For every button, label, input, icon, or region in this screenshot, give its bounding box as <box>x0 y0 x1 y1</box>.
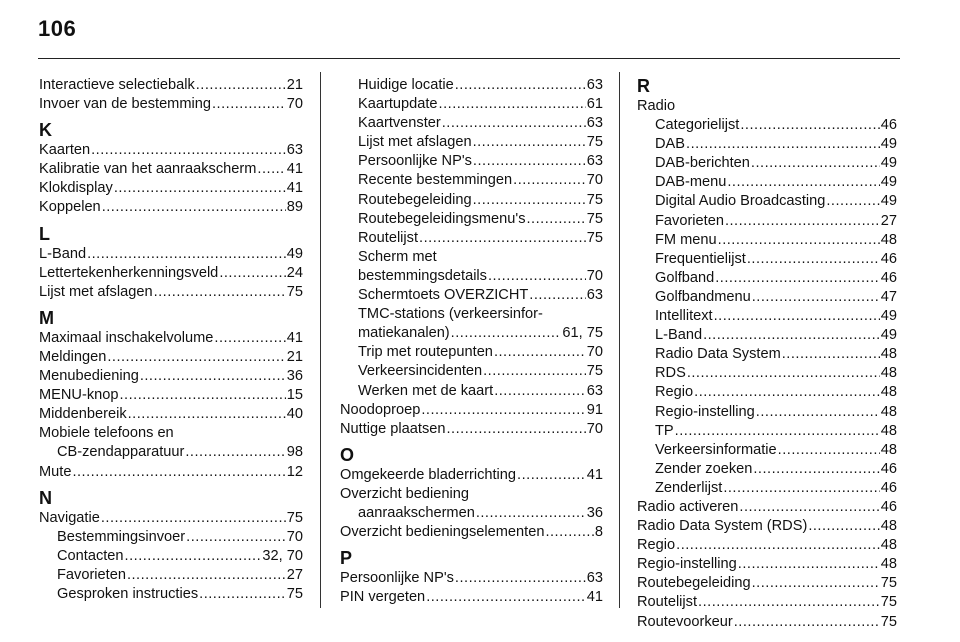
entry-page-number: 41 <box>286 161 303 178</box>
dot-leader <box>703 326 880 345</box>
index-column-2 <box>340 76 603 607</box>
entry-term: Contacten <box>57 547 124 564</box>
dot-leader <box>72 463 285 482</box>
index-entry <box>39 405 303 424</box>
entry-page-number: 70 <box>586 420 603 437</box>
index-entry <box>637 593 897 612</box>
index-entry <box>637 536 897 555</box>
index-subentry <box>340 267 603 286</box>
entry-page-number: 36 <box>586 504 603 521</box>
dot-leader <box>756 403 880 422</box>
entry-page-number: 63 <box>586 115 603 132</box>
index-letter-heading: M <box>39 307 54 328</box>
index-entry <box>637 574 897 593</box>
entry-page-number: 61, 75 <box>562 325 603 342</box>
entry-term: Routebegeleiding <box>358 191 472 208</box>
dot-leader <box>715 269 880 288</box>
entry-page-number: 75 <box>586 229 603 246</box>
index-entry <box>340 588 603 607</box>
entry-page-number: 41 <box>286 329 303 346</box>
entry-term: Werken met de kaart <box>358 382 494 399</box>
index-subentry <box>340 95 603 114</box>
index-entry <box>39 283 303 302</box>
dot-leader <box>718 231 880 250</box>
entry-page-number: 70 <box>586 344 603 361</box>
entry-term: Favorieten <box>57 566 126 583</box>
index-column-1 <box>39 76 303 604</box>
entry-page-number: 46 <box>880 250 897 267</box>
entry-page-number: 75 <box>880 575 897 592</box>
index-entry-heading: Radio <box>637 98 676 114</box>
dot-leader <box>212 95 286 114</box>
entry-term: Golfbandmenu <box>655 288 751 305</box>
index-subentry <box>39 566 303 585</box>
index-entry <box>340 466 603 485</box>
entry-term: Noodoproep <box>340 401 421 418</box>
entry-term: Kaartupdate <box>358 96 438 113</box>
entry-page-number: 75 <box>286 585 303 602</box>
entry-page-number: 21 <box>286 348 303 365</box>
index-letter-heading: N <box>39 487 52 508</box>
entry-term: aanraakschermen <box>358 504 475 521</box>
entry-page-number: 49 <box>880 308 897 325</box>
index-entry <box>39 76 303 95</box>
entry-term: Persoonlijke NP's <box>358 153 472 170</box>
index-subentry <box>340 382 603 401</box>
index-letter-heading: P <box>340 548 353 569</box>
entry-page-number: 46 <box>880 479 897 496</box>
index-subentry <box>340 362 603 381</box>
entry-term: Trip met routepunten <box>358 344 493 361</box>
entry-page-number: 63 <box>586 570 603 587</box>
entry-page-number: 49 <box>880 136 897 153</box>
dot-leader <box>488 267 586 286</box>
dot-leader <box>107 348 285 367</box>
dot-leader <box>808 517 879 536</box>
entry-page-number: 89 <box>286 199 303 216</box>
entry-page-number: 98 <box>286 444 303 461</box>
index-letter-heading: R <box>637 76 650 96</box>
dot-leader <box>219 264 285 283</box>
index-letter-heading: K <box>39 120 52 141</box>
entry-page-number: 49 <box>880 174 897 191</box>
dot-leader <box>442 114 586 133</box>
entry-term: Radio activeren <box>637 498 739 515</box>
entry-page-number: 63 <box>586 153 603 170</box>
dot-leader <box>87 245 286 264</box>
index-entry <box>39 509 303 528</box>
entry-page-number: 49 <box>880 327 897 344</box>
index-subentry <box>340 114 603 133</box>
entry-page-number: 46 <box>880 460 897 477</box>
entry-term: Bestemmingsinvoer <box>57 528 186 545</box>
entry-term: Lettertekenherkenningsveld <box>39 264 219 281</box>
entry-page-number: 48 <box>880 403 897 420</box>
entry-term: Verkeersincidenten <box>358 363 483 380</box>
entry-page-number: 32, 70 <box>262 547 303 564</box>
entry-term: Meldingen <box>39 348 107 365</box>
index-subentry <box>340 324 603 343</box>
entry-term: Mute <box>39 463 72 480</box>
index-subentry <box>39 443 303 462</box>
index-subentry <box>637 250 897 269</box>
dot-leader <box>778 441 880 460</box>
entry-term: bestemmingsdetails <box>358 267 487 284</box>
dot-leader <box>747 250 880 269</box>
dot-leader <box>426 588 586 607</box>
entry-term: Omgekeerde bladerrichting <box>340 466 517 483</box>
dot-leader <box>545 523 593 542</box>
index-subentry <box>637 192 897 211</box>
index-entry <box>39 141 303 160</box>
dot-leader <box>739 498 879 517</box>
dot-leader <box>186 528 286 547</box>
index-subentry <box>637 383 897 402</box>
entry-term: Koppelen <box>39 199 101 216</box>
entry-page-number: 75 <box>586 210 603 227</box>
dot-leader <box>782 345 880 364</box>
entry-term: RDS <box>655 365 686 382</box>
entry-page-number: 75 <box>880 594 897 611</box>
entry-page-number: 36 <box>286 368 303 385</box>
entry-term: Overzicht bedieningselementen <box>340 524 545 541</box>
entry-page-number: 48 <box>880 441 897 458</box>
index-entry <box>340 401 603 420</box>
index-entry <box>39 463 303 482</box>
index-entry <box>637 555 897 574</box>
dot-leader <box>451 324 562 343</box>
entry-term: Nuttige plaatsen <box>340 420 446 437</box>
entry-term: Golfband <box>655 269 715 286</box>
entry-term: TP <box>655 422 674 439</box>
entry-page-number: 27 <box>880 212 897 229</box>
entry-page-number: 46 <box>880 269 897 286</box>
entry-page-number: 75 <box>586 191 603 208</box>
entry-term: PIN vergeten <box>340 589 426 606</box>
column-divider <box>320 72 321 608</box>
index-subentry <box>340 504 603 523</box>
entry-page-number: 48 <box>880 518 897 535</box>
dot-leader <box>694 383 880 402</box>
entry-term: Favorieten <box>655 212 724 229</box>
dot-leader <box>752 574 880 593</box>
entry-term: Interactieve selectiebalk <box>39 77 195 93</box>
index-entry-heading: Mobiele telefoons en <box>39 425 174 442</box>
dot-leader <box>140 367 286 386</box>
entry-page-number: 70 <box>286 528 303 545</box>
entry-page-number: 75 <box>586 363 603 380</box>
index-subentry <box>637 441 897 460</box>
page-number: 106 <box>38 16 77 41</box>
entry-page-number: 70 <box>586 172 603 189</box>
dot-leader <box>473 191 586 210</box>
index-subentry <box>637 231 897 250</box>
entry-term: Categorielijst <box>655 117 740 134</box>
entry-term: Gesproken instructies <box>57 585 199 602</box>
entry-term: L-Band <box>655 327 703 344</box>
index-subentry <box>340 171 603 190</box>
dot-leader <box>727 173 879 192</box>
index-subentry <box>637 154 897 173</box>
dot-leader <box>698 593 880 612</box>
index-subentry <box>340 210 603 229</box>
entry-term: Lijst met afslagen <box>39 283 153 300</box>
entry-term: Schermtoets OVERZICHT <box>358 287 529 304</box>
entry-term: Routelijst <box>637 594 698 611</box>
entry-page-number: 75 <box>880 613 897 630</box>
index-subentry <box>637 269 897 288</box>
entry-term: Middenbereik <box>39 406 127 423</box>
entry-page-number: 48 <box>880 384 897 401</box>
entry-term: Zenderlijst <box>655 479 723 496</box>
index-letter-heading: L <box>39 223 50 244</box>
dot-leader <box>125 547 262 566</box>
entry-term: Radio Data System (RDS) <box>637 518 808 535</box>
entry-term: Regio <box>637 537 676 554</box>
index-entry <box>340 523 603 542</box>
dot-leader <box>494 343 586 362</box>
index-entry <box>39 348 303 367</box>
index-subentry <box>637 173 897 192</box>
entry-page-number: 61 <box>586 96 603 113</box>
entry-page-number: 41 <box>586 589 603 606</box>
index-subentry <box>637 135 897 154</box>
entry-page-number: 63 <box>586 287 603 304</box>
dot-leader <box>529 286 585 305</box>
index-subentry <box>340 191 603 210</box>
entry-page-number: 8 <box>594 524 603 541</box>
column-divider <box>619 72 620 608</box>
entry-term: matiekanalen) <box>358 325 450 342</box>
dot-leader <box>734 613 880 632</box>
dot-leader <box>676 536 880 555</box>
index-entry <box>340 569 603 588</box>
entry-term: Invoer van de bestemming <box>39 96 211 113</box>
index-letter-heading: O <box>340 444 355 465</box>
entry-page-number: 75 <box>286 509 303 526</box>
index-subentry <box>340 286 603 305</box>
dot-leader <box>439 95 586 114</box>
index-entry <box>637 498 897 517</box>
index-subentry <box>340 76 603 95</box>
entry-page-number: 47 <box>880 288 897 305</box>
dot-leader <box>826 192 879 211</box>
index-subentry <box>340 229 603 248</box>
entry-page-number: 49 <box>880 193 897 210</box>
dot-leader <box>101 509 286 528</box>
index-entry-heading: Overzicht bediening <box>340 485 469 502</box>
entry-page-number: 75 <box>586 134 603 151</box>
entry-term: Persoonlijke NP's <box>340 570 454 587</box>
dot-leader <box>127 566 286 585</box>
index-subentry <box>637 479 897 498</box>
index-subentry <box>637 326 897 345</box>
entry-term: Verkeersinformatie <box>655 441 777 458</box>
entry-term: L-Band <box>39 245 87 262</box>
dot-leader <box>102 198 286 217</box>
entry-page-number: 63 <box>286 142 303 159</box>
entry-term: Lijst met afslagen <box>358 134 472 151</box>
dot-leader <box>455 76 586 95</box>
entry-term: Recente bestemmingen <box>358 172 513 189</box>
entry-term: Huidige locatie <box>358 77 454 93</box>
dot-leader <box>476 504 586 523</box>
index-subentry <box>637 364 897 383</box>
entry-term: Navigatie <box>39 509 100 526</box>
entry-page-number: 24 <box>286 264 303 281</box>
entry-page-number: 21 <box>286 77 303 93</box>
entry-page-number: 48 <box>880 537 897 554</box>
entry-page-number: 27 <box>286 566 303 583</box>
index-entry <box>39 160 303 179</box>
index-subentry <box>39 547 303 566</box>
entry-page-number: 75 <box>286 283 303 300</box>
dot-leader <box>419 229 586 248</box>
index-subentry <box>637 307 897 326</box>
dot-leader <box>257 160 285 179</box>
dot-leader <box>199 585 286 604</box>
index-entry <box>39 245 303 264</box>
dot-leader <box>687 364 880 383</box>
dot-leader <box>725 212 880 231</box>
entry-term: Kaartvenster <box>358 115 441 132</box>
entry-page-number: 91 <box>586 401 603 418</box>
entry-term: Klokdisplay <box>39 180 113 197</box>
dot-leader <box>119 386 285 405</box>
dot-leader <box>752 288 880 307</box>
index-subentry <box>637 212 897 231</box>
entry-term: Intellitext <box>655 308 713 325</box>
dot-leader <box>473 133 586 152</box>
dot-leader <box>473 152 586 171</box>
dot-leader <box>455 569 586 588</box>
index-subentry <box>340 133 603 152</box>
index-subentry <box>340 152 603 171</box>
index-subentry <box>637 288 897 307</box>
entry-term: Radio Data System <box>655 346 781 363</box>
dot-leader <box>738 555 880 574</box>
entry-page-number: 49 <box>286 245 303 262</box>
entry-page-number: 41 <box>286 180 303 197</box>
dot-leader <box>483 362 586 381</box>
dot-leader <box>214 329 285 348</box>
index-column-3 <box>637 76 897 632</box>
entry-term: Regio-instelling <box>637 556 737 573</box>
dot-leader <box>513 171 586 190</box>
dot-leader <box>675 422 880 441</box>
entry-page-number: 70 <box>586 267 603 284</box>
index-entry <box>39 329 303 348</box>
entry-term: DAB <box>655 136 686 153</box>
index-subentry <box>39 528 303 547</box>
entry-term: FM menu <box>655 231 717 248</box>
index-subentry <box>637 116 897 135</box>
entry-term: Frequentielijst <box>655 250 746 267</box>
entry-term: Digital Audio Broadcasting <box>655 193 826 210</box>
dot-leader <box>128 405 286 424</box>
index-subentry <box>637 422 897 441</box>
index-entry <box>39 264 303 283</box>
entry-term: Regio-instelling <box>655 403 755 420</box>
entry-page-number: 15 <box>286 387 303 404</box>
index-entry <box>39 198 303 217</box>
index-entry <box>637 613 897 632</box>
entry-page-number: 63 <box>586 382 603 399</box>
index-entry <box>637 517 897 536</box>
index-entry-heading: TMC-stations (verkeersinfor- <box>358 306 543 323</box>
entry-term: Menubediening <box>39 368 139 385</box>
entry-page-number: 46 <box>880 117 897 134</box>
index-subentry <box>637 403 897 422</box>
entry-term: DAB-berichten <box>655 155 750 172</box>
index-subentry <box>637 460 897 479</box>
entry-page-number: 48 <box>880 346 897 363</box>
entry-page-number: 49 <box>880 155 897 172</box>
entry-page-number: 63 <box>586 77 603 93</box>
index-entry <box>39 179 303 198</box>
dot-leader <box>196 76 286 95</box>
dot-leader <box>517 466 586 485</box>
dot-leader <box>446 420 585 439</box>
dot-leader <box>185 443 285 462</box>
dot-leader <box>740 116 879 135</box>
dot-leader <box>751 154 880 173</box>
dot-leader <box>753 460 879 479</box>
dot-leader <box>91 141 286 160</box>
entry-term: CB-zendapparatuur <box>57 444 185 461</box>
entry-term: Routelijst <box>358 229 419 246</box>
entry-page-number: 48 <box>880 422 897 439</box>
entry-page-number: 41 <box>586 466 603 483</box>
entry-page-number: 48 <box>880 231 897 248</box>
entry-page-number: 48 <box>880 556 897 573</box>
entry-term: MENU-knop <box>39 387 119 404</box>
index-entry <box>340 420 603 439</box>
index-entry <box>39 95 303 114</box>
entry-term: Regio <box>655 384 694 401</box>
entry-page-number: 40 <box>286 406 303 423</box>
index-subentry <box>637 345 897 364</box>
entry-term: Kalibratie van het aanraakscherm <box>39 161 257 178</box>
entry-term: Routevoorkeur <box>637 613 733 630</box>
entry-term: Maximaal inschakelvolume <box>39 329 214 346</box>
entry-page-number: 46 <box>880 498 897 515</box>
entry-term: Zender zoeken <box>655 460 753 477</box>
index-entry <box>39 367 303 386</box>
entry-page-number: 70 <box>286 96 303 113</box>
index-subentry <box>340 343 603 362</box>
entry-term: Kaarten <box>39 142 91 159</box>
dot-leader <box>686 135 880 154</box>
entry-term: DAB-menu <box>655 174 727 191</box>
dot-leader <box>723 479 879 498</box>
entry-term: Routebegeleidingsmenu's <box>358 210 526 227</box>
entry-term: Routebegeleiding <box>637 575 751 592</box>
index-entry-heading: Scherm met <box>358 248 437 265</box>
dot-leader <box>714 307 880 326</box>
dot-leader <box>527 210 586 229</box>
entry-page-number: 48 <box>880 365 897 382</box>
dot-leader <box>494 382 586 401</box>
dot-leader <box>421 401 585 420</box>
dot-leader <box>154 283 286 302</box>
dot-leader <box>114 179 286 198</box>
index-entry <box>39 386 303 405</box>
header-rule <box>38 58 900 59</box>
index-subentry <box>39 585 303 604</box>
entry-page-number: 12 <box>286 463 303 480</box>
